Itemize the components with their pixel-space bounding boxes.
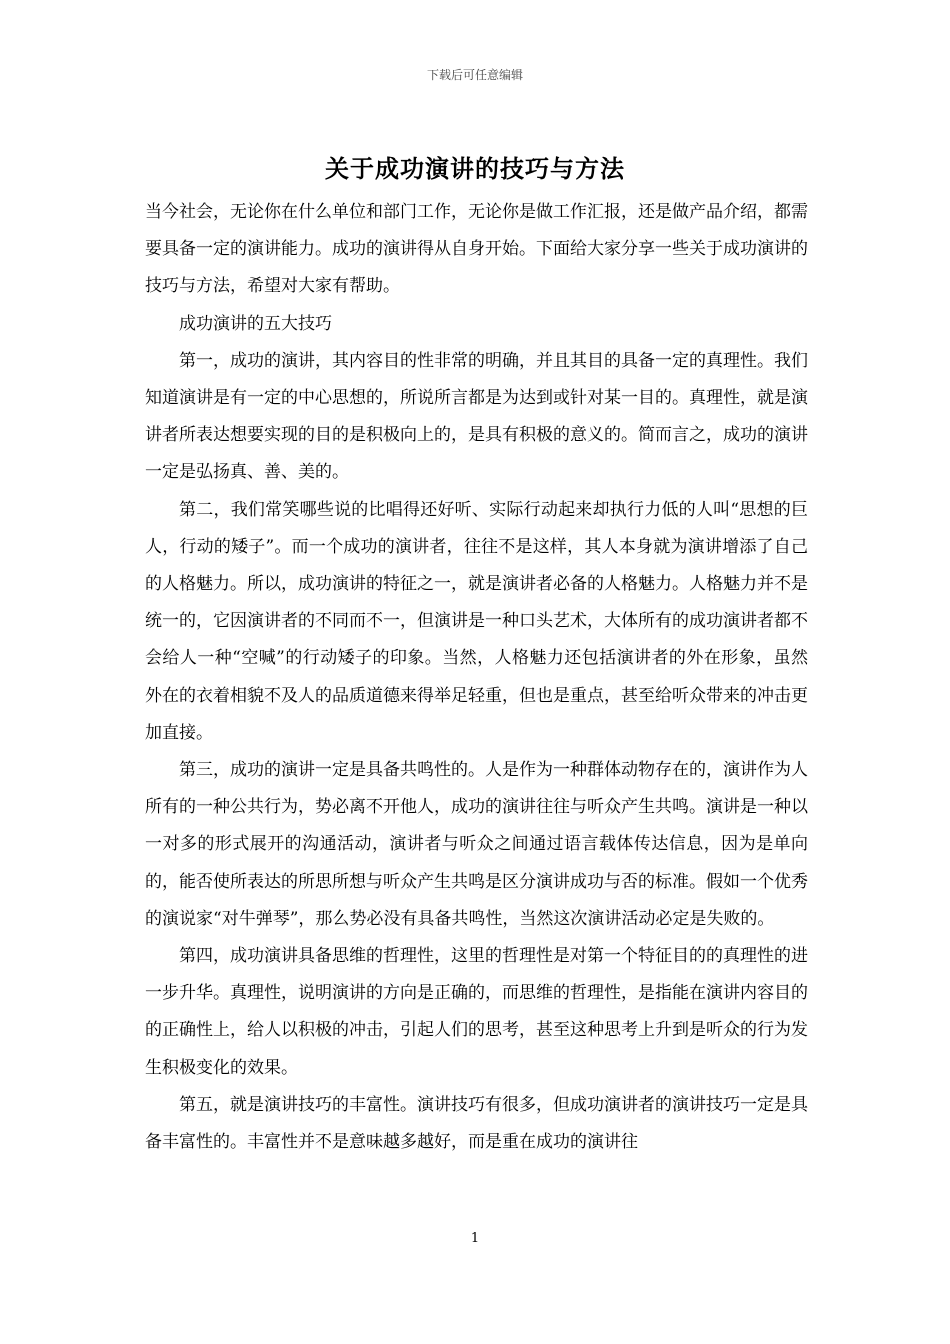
paragraph-third: 第三，成功的演讲一定是具备共鸣性的。人是作为一种群体动物存在的，演讲作为人所有的一种公共行为，势必离不开他人，成功的演讲往往与听众产生共鸣。演讲是一种以一对多的形式展开的沟通活动，演讲者与听众之间通过语言载体传达信息，因为是单向的，能否使所表达的所思所想与听众产生共鸣是区分演讲成功与否的标准。假如一个优秀的演说家“对牛弹琴”，那么势必没有具备共鸣性，当然这次演讲活动必定是失败的。: [145, 760, 808, 929]
page-header: 下载后可任意编辑: [426, 68, 523, 82]
intro-paragraph: 当今社会，无论你在什么单位和部门工作，无论你是做工作汇报，还是做产品介绍，都需要具备一定的演讲能力。成功的演讲得从自身开始。下面给大家分享一些关于成功演讲的技巧与方法，希望对大家有帮助。: [145, 202, 808, 297]
page-number: 1: [470, 1231, 480, 1246]
paragraph-first: 第一，成功的演讲，其内容目的性非常的明确，并且其目的具备一定的真理性。我们知道演讲是有一定的中心思想的，所说所言都是为达到或针对某一目的。真理性，就是演讲者所表达想要实现的目的是积极向上的，是具有积极的意义的。简而言之，成功的演讲一定是弘扬真、善、美的。: [145, 350, 808, 483]
paragraph-fifth: 第五，就是演讲技巧的丰富性。演讲技巧有很多，但成功演讲者的演讲技巧一定是具备丰富性的。丰富性并不是意味越多越好，而是重在成功的演讲往: [145, 1094, 808, 1153]
paragraph-second: 第二，我们常笑哪些说的比唱得还好听、实际行动起来却执行力低的人叫“思想的巨人，行动的矮子”。而一个成功的演讲者，往往不是这样，其人本身就为演讲增添了自己的人格魅力。所以，成功演讲的特征之一，就是演讲者必备的人格魅力。人格魅力并不是统一的，它因演讲者的不同而不一，但演讲是一种口头艺术，大体所有的成功演讲者都不会给人一种“空喊”的行动矮子的印象。当然，人格魅力还包括演讲者的外在形象，虽然外在的衣着相貌不及人的品质道德来得举足轻重，但也是重点，甚至给听众带来的冲击更加直接。: [145, 499, 808, 743]
document-body: [145, 194, 808, 1161]
paragraph-fourth: 第四，成功演讲具备思维的哲理性，这里的哲理性是对第一个特征目的的真理性的进一步升华。真理性，说明演讲的方向是正确的，而思维的哲理性，是指能在演讲内容目的的正确性上，给人以积极的冲击，引起人们的思考，甚至这种思考上升到是听众的行为发生积极变化的效果。: [145, 946, 808, 1078]
section-heading: 成功演讲的五大技巧: [179, 313, 332, 334]
document-title: 关于成功演讲的技巧与方法: [325, 154, 625, 183]
